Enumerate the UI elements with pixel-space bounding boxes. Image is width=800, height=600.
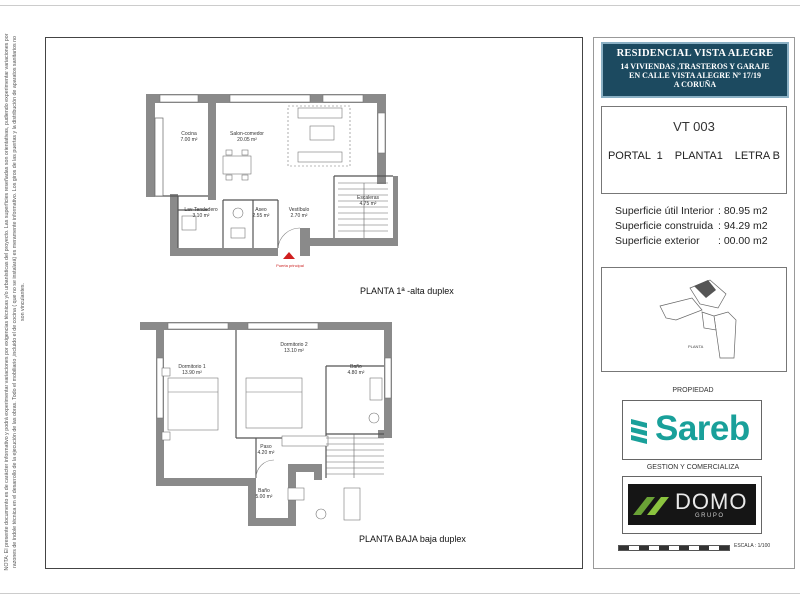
room-lav-tendedero: Lav-Tendedero 3.10 m² [184,207,218,219]
room-aseo: Aseo 2.55 m² [252,207,270,219]
project-subtitle-1: 14 VIVIENDAS ,TRASTEROS Y GARAJE [620,62,770,71]
unit-letra: LETRA B [734,150,781,162]
project-subtitle-2: EN CALLE VISTA ALEGRE Nº 17/19 [629,71,761,80]
surface-value: : 80.95 m2 [718,205,768,217]
room-vestibulo: Vestíbulo 2.70 m² [288,207,310,219]
surface-value: : 94.29 m2 [718,220,768,232]
bottom-rule [0,593,800,594]
unit-box [601,106,787,194]
surface-label: Superficie construida [615,220,714,232]
gestion-label: GESTION Y COMERCIALIZA [646,464,740,471]
domo-logo: DOMO [675,489,748,514]
room-paso: Paso 4.20 m² [257,444,275,456]
unit-portal: PORTAL 1 [607,150,663,162]
domo-logo-sub: GRUPO [695,513,725,519]
room-salon-comedor: Salon-comedor 20.05 m² [230,131,264,143]
room-dormitorio-2: Dormitorio 2 13.10 m² [280,342,308,354]
domo-logo-box [622,476,762,534]
surfaces-block [615,204,790,249]
domo-logo-icon [633,491,671,515]
sareb-logo-box [622,400,762,460]
sareb-logo: Sareb [655,409,750,448]
key-plan-box [601,267,787,372]
entrance-label: Puerta principal [276,263,304,268]
room-cocina: Cocina 7.00 m² [180,131,198,143]
surface-label: Superficie útil Interior [615,205,714,217]
upper-floor-plan [138,88,398,268]
project-header [601,42,789,98]
floor-plan-panel [45,37,583,569]
unit-planta: PLANTA1 [674,150,723,162]
top-rule [0,5,800,6]
entrance-marker-icon [283,252,295,259]
project-title: RESIDENCIAL VISTA ALEGRE [616,48,774,59]
surface-value: : 00.00 m2 [718,235,768,247]
upper-plan-title: PLANTA 1ª -alta duplex [360,286,454,296]
lower-plan-title: PLANTA BAJA baja duplex [359,534,466,544]
room-dormitorio-1: Dormitorio 1 13.90 m² [178,364,206,376]
key-plan-drawing [602,268,786,371]
scale-label: ESCALA : 1/100 [734,543,771,549]
scale-bar [618,545,730,551]
propiedad-label: PROPIEDAD [672,387,714,394]
surface-row [615,234,790,249]
sareb-logo-icon [629,415,651,445]
surface-row [615,219,790,234]
room-escaleras: Escaleras 4.75 m² [357,195,379,207]
unit-code: VT 003 [673,119,715,134]
side-disclaimer-note: NOTA: El presente documento es de carácter informativo y podrá experimentar variaciones por exigencias técnicas y/o urbanísticas del proyecto. Las superficies reseñadas son orientativas, pudiendo experimentar variaciones por razones de índole técnica en el desarrollo de la ejecución de las obras. Todo el mobiliario ,incluido el de cocina ( que no se instalará) es meramente informativo. Los giros de las puertas y la distribución de aparatos sanitarios no son vinculantes. [4,33,26,571]
surface-row [615,204,790,219]
key-plan-label: PLANTA [688,344,704,349]
surface-label: Superficie exterior [615,235,700,247]
room-bano-1: Baño 4.80 m² [347,364,365,376]
room-bano-2: Baño 5.00 m² [255,488,273,500]
project-subtitle-3: A CORUÑA [673,80,717,89]
unit-location [602,150,786,162]
